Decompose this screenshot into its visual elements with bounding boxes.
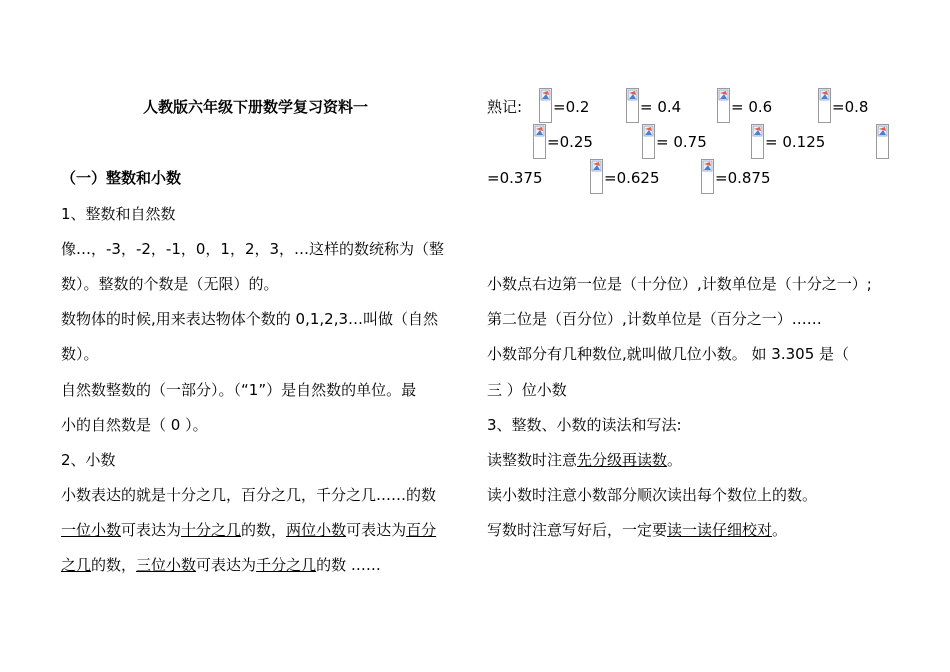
paragraph-line: 读小数时注意小数部分顺次读出每个数位上的数。 bbox=[487, 486, 818, 504]
paragraph-line: 小数表达的就是十分之几，百分之几，千分之几……的数 bbox=[61, 486, 437, 504]
fraction-image-icon bbox=[626, 88, 639, 123]
fraction-image-icon bbox=[751, 124, 764, 159]
underlined-term: 读一读仔细校对 bbox=[667, 521, 773, 539]
item-heading-1: 1、整数和自然数 bbox=[61, 205, 176, 223]
underlined-term: 先分级再读数 bbox=[577, 451, 668, 469]
paragraph-line: 读整数时注意先分级再读数。 bbox=[487, 451, 683, 469]
paragraph-line: 像…，-3，-2，-1，0，1，2，3，…这样的数统称为（整 bbox=[61, 240, 445, 258]
paragraph-line: 之几的数，三位小数可表达为千分之几的数 …… bbox=[61, 556, 381, 574]
fraction-image-icon bbox=[642, 124, 655, 159]
paragraph-line: 小数部分有几种数位,就叫做几位小数。 如 3.305 是（ bbox=[487, 345, 850, 363]
paragraph-line: 小的自然数是（ 0 ）。 bbox=[61, 416, 208, 434]
paragraph-line: 数）。 bbox=[61, 345, 99, 363]
underlined-term: 十分之几 bbox=[181, 521, 242, 539]
item-heading-3: 3、整数、小数的读法和写法: bbox=[487, 416, 682, 434]
paragraph-line: 第二位是（百分位）,计数单位是（百分之一）…… bbox=[487, 310, 822, 328]
page-title: 人教版六年级下册数学复习资料一 bbox=[143, 98, 369, 116]
paragraph-line: 一位小数可表达为十分之几的数，两位小数可表达为百分 bbox=[61, 521, 437, 539]
underlined-term: 三位小数 bbox=[136, 556, 197, 574]
fraction-image-icon bbox=[533, 124, 546, 159]
underlined-term: 两位小数 bbox=[286, 521, 347, 539]
underlined-term: 百分 bbox=[406, 521, 437, 539]
paragraph-line: 三 ）位小数 bbox=[487, 381, 567, 399]
fraction-image-icon bbox=[701, 159, 714, 194]
fraction-image-icon bbox=[818, 88, 831, 123]
section-heading: （一）整数和小数 bbox=[61, 169, 182, 187]
fraction-value: =0.625 bbox=[604, 169, 660, 187]
underlined-term: 一位小数 bbox=[61, 521, 122, 539]
fraction-value: =0.375 bbox=[487, 169, 543, 187]
memorize-label: 熟记: bbox=[487, 98, 523, 116]
paragraph-line: 写数时注意写好后，一定要读一读仔细校对。 bbox=[487, 521, 788, 539]
fraction-image-icon bbox=[717, 88, 730, 123]
paragraph-line: 小数点右边第一位是（十分位）,计数单位是（十分之一）; bbox=[487, 275, 872, 293]
fraction-value: =0.25 bbox=[547, 133, 593, 151]
fraction-value: = 0.75 bbox=[656, 133, 707, 151]
fraction-image-icon bbox=[539, 88, 552, 123]
paragraph-line: 数物体的时候,用来表达物体个数的 0,1,2,3…叫做（自然 bbox=[61, 310, 439, 328]
underlined-term: 千分之几 bbox=[256, 556, 317, 574]
paragraph-line: 数）。整数的个数是（无限）的。 bbox=[61, 275, 279, 293]
paragraph-line: 自然数整数的（一部分）。（“1”）是自然数的单位。最 bbox=[61, 381, 417, 399]
item-heading-2: 2、小数 bbox=[61, 451, 116, 469]
fraction-image-icon bbox=[876, 124, 889, 159]
fraction-value: =0.2 bbox=[553, 98, 590, 116]
fraction-value: =0.875 bbox=[715, 169, 771, 187]
fraction-value: = 0.125 bbox=[765, 133, 826, 151]
fraction-image-icon bbox=[590, 159, 603, 194]
fraction-value: = 0.4 bbox=[640, 98, 682, 116]
fraction-value: =0.8 bbox=[832, 98, 869, 116]
fraction-value: = 0.6 bbox=[731, 98, 773, 116]
underlined-term: 之几 bbox=[61, 556, 92, 574]
